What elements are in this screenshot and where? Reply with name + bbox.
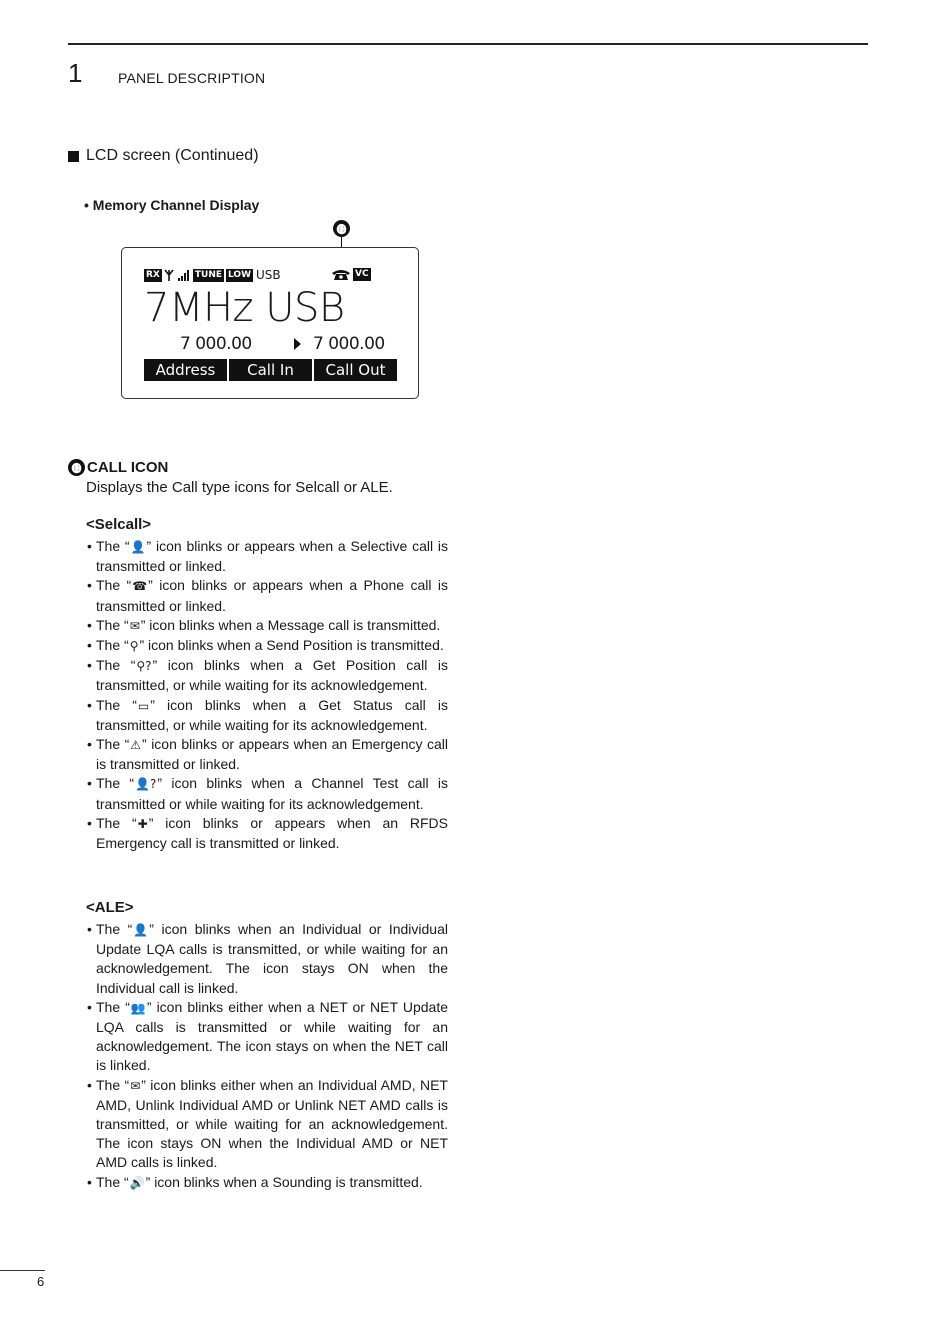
channel-name: 7MHz USB bbox=[144, 285, 345, 331]
group-icon: 👥 bbox=[130, 1000, 146, 1015]
phone-icon: ☎ bbox=[132, 579, 148, 594]
softkey-row bbox=[144, 359, 397, 381]
low-badge: LOW bbox=[228, 269, 252, 280]
list-item: • The “⚲?” icon blinks when a Get Position call is transmitted, or while waiting for its acknowledgement. bbox=[87, 656, 448, 695]
lcd-heading bbox=[68, 147, 259, 165]
footer-rule bbox=[0, 1270, 45, 1271]
top-rule bbox=[68, 43, 868, 45]
lcd-display bbox=[121, 247, 419, 399]
envelope-icon: ✉ bbox=[129, 618, 140, 633]
list-item: • The “✉” icon blinks either when an Individual AMD, NET AMD, Unlink Individual AMD or Unlink NET AMD calls is transmitted, or while waiting for an acknowledgement. The icon stays ON when the Individual AMD or NET AMD calls is linked. bbox=[87, 1076, 448, 1173]
list-item: • The “👤” icon blinks when an Individual or Individual Update LQA calls is transmitted, or while waiting for an acknowledgement. The icon stays ON when the Individual call is linked. bbox=[87, 920, 448, 998]
lcd-status-bar bbox=[144, 268, 281, 282]
tune-badge: TUNE bbox=[194, 269, 223, 280]
cross-icon: ✚ bbox=[137, 816, 148, 831]
callout-number: ⓭ bbox=[333, 220, 350, 237]
lcd-heading-text: LCD screen (Continued) bbox=[86, 147, 259, 164]
list-item: • The “☎” icon blinks or appears when a Phone call is transmitted or linked. bbox=[87, 576, 448, 615]
page-number: 6 bbox=[37, 1274, 45, 1289]
position-icon: ⚲ bbox=[129, 639, 139, 654]
mode-label: USB bbox=[256, 268, 281, 282]
get-position-icon: ⚲? bbox=[136, 659, 152, 674]
status-icon: ▭ bbox=[137, 698, 150, 713]
item-description: Displays the Call type icons for Selcall or ALE. bbox=[86, 479, 393, 496]
softkey-call-out: Call Out bbox=[314, 359, 397, 381]
item-title: CALL ICON bbox=[87, 459, 169, 476]
list-item: • The “👤?” icon blinks when a Channel Test call is transmitted or while waiting for its acknowledgement. bbox=[87, 774, 448, 813]
rx-badge: RX bbox=[146, 269, 160, 280]
ale-list bbox=[87, 920, 448, 1193]
envelope-icon: ✉ bbox=[130, 1078, 141, 1093]
softkey-address: Address bbox=[144, 359, 227, 381]
sub-heading: • Memory Channel Display bbox=[84, 197, 260, 213]
tx-arrow-icon bbox=[294, 338, 301, 350]
rx-frequency: 7 000.00 bbox=[180, 334, 252, 354]
channel-test-icon: 👤? bbox=[135, 777, 157, 792]
selcall-heading: <Selcall> bbox=[86, 516, 152, 533]
vc-badge: VC bbox=[355, 269, 369, 279]
phone-icon bbox=[331, 268, 351, 281]
list-item: • The “⚠” icon blinks or appears when an Emergency call is transmitted or linked. bbox=[87, 735, 448, 774]
tx-frequency: 7 000.00 bbox=[313, 334, 385, 354]
list-item: • The “▭” icon blinks when a Get Status call is transmitted, or while waiting for its acknowledgement. bbox=[87, 696, 448, 735]
list-item: • The “✚” icon blinks or appears when an RFDS Emergency call is transmitted or linked. bbox=[87, 814, 448, 853]
person-icon: 👤 bbox=[133, 923, 149, 937]
item-heading bbox=[68, 459, 168, 476]
person-icon: 👤 bbox=[130, 540, 146, 554]
lcd-call-icons bbox=[331, 268, 371, 281]
item-number: ⓭ bbox=[68, 459, 85, 476]
list-item: • The “👥” icon blinks either when a NET or NET Update LQA calls is transmitted or while waiting for an acknowledgement. The icon stays on when the NET call is linked. bbox=[87, 998, 448, 1076]
section-title: PANEL DESCRIPTION bbox=[118, 70, 266, 86]
list-item: • The “⚲” icon blinks when a Send Position is transmitted. bbox=[87, 636, 448, 656]
warning-icon: ⚠ bbox=[130, 738, 142, 753]
section-number: 1 bbox=[68, 58, 83, 88]
signal-bars-icon bbox=[178, 269, 189, 281]
sounding-icon: 🔊 bbox=[129, 1175, 145, 1190]
antenna-icon bbox=[164, 269, 174, 282]
list-item: • The “✉” icon blinks when a Message call is transmitted. bbox=[87, 616, 448, 636]
list-item: • The “🔊” icon blinks when a Sounding is transmitted. bbox=[87, 1173, 448, 1193]
selcall-list bbox=[87, 537, 448, 853]
ale-heading: <ALE> bbox=[86, 899, 134, 916]
square-bullet-icon bbox=[68, 151, 79, 162]
list-item: • The “👤” icon blinks or appears when a Selective call is transmitted or linked. bbox=[87, 537, 448, 576]
softkey-call-in: Call In bbox=[229, 359, 312, 381]
